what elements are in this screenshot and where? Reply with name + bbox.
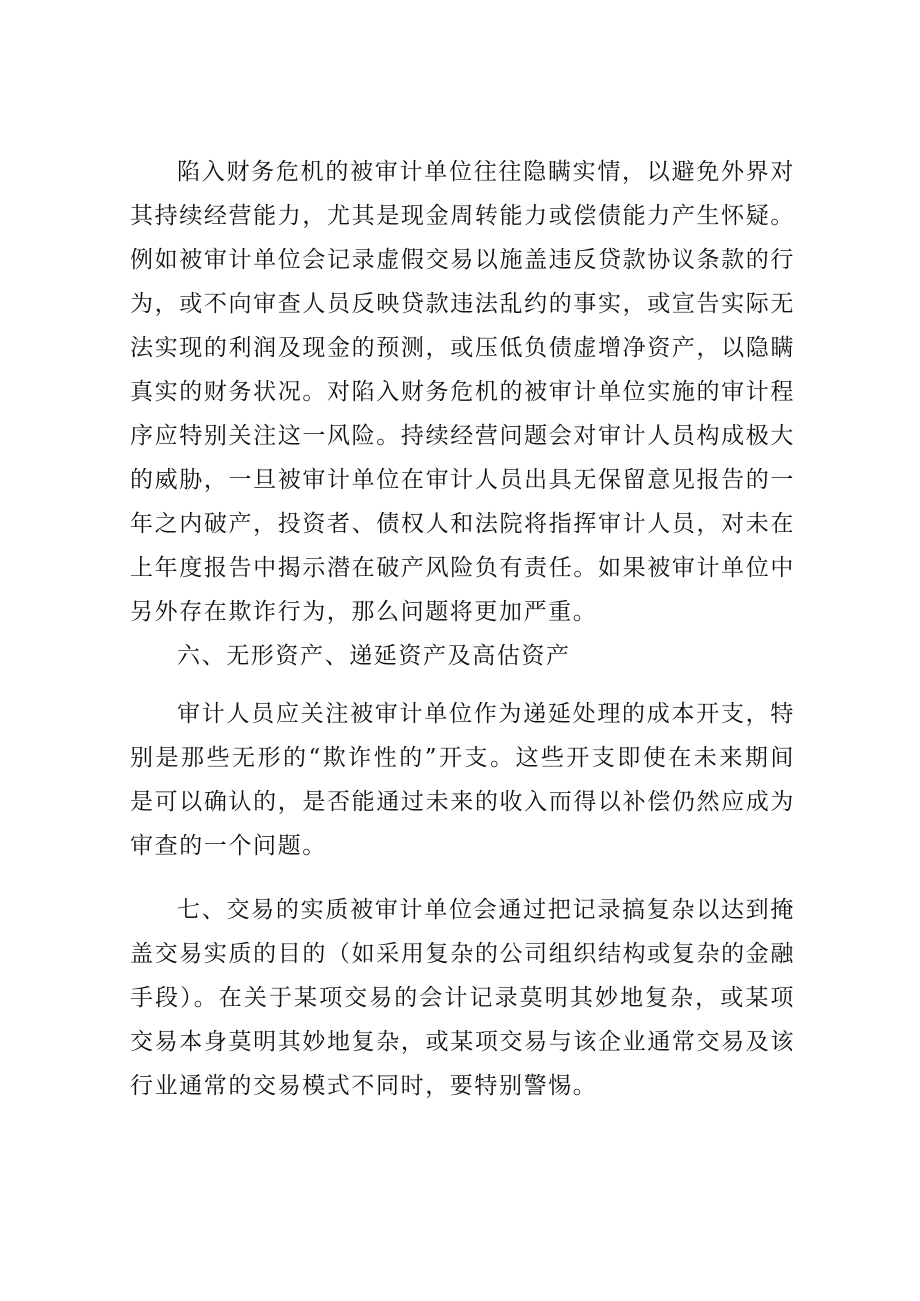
paragraph-transaction-substance: 七、交易的实质被审计单位会通过把记录搞复杂以达到掩盖交易实质的目的（如采用复杂的公司组织结构或复杂的金融手段）。在关于某项交易的会计记录莫明其妙地复杂，或某项交易本身莫明其妙地复杂，或某项交易与该企业通常交易及该行业通常的交易模式不同时，要特别警惕。	[130, 897, 795, 1099]
paragraph-deferred-costs: 审计人员应关注被审计单位作为递延处理的成本开支，特别是那些无形的“欺诈性的”开支。这些开支即使在未来期间是可以确认的，是否能通过未来的收入而得以补偿仍然应成为审查的一个问题。	[130, 701, 795, 859]
section-heading-intangible-assets: 六、无形资产、递延资产及高估资产	[177, 643, 571, 669]
document-body	[130, 150, 795, 1108]
paragraph-going-concern-risk: 陷入财务危机的被审计单位往往隐瞒实情，以避免外界对其持续经营能力，尤其是现金周转能力或偿债能力产生怀疑。例如被审计单位会记录虚假交易以施盖违反贷款协议条款的行为，或不向审查人员反映贷款违法乱约的事实，或宣告实际无法实现的利润及现金的预测，或压低负债虚增净资产，以隐瞒真实的财务状况。对陷入财务危机的被审计单位实施的审计程序应特别关注这一风险。持续经营问题会对审计人员构成极大的威胁，一旦被审计单位在审计人员出具无保留意见报告的一年之内破产，投资者、债权人和法院将指挥审计人员，对未在上年度报告中揭示潜在破产风险负有责任。如果被审计单位中另外存在欺诈行为，那么问题将更加严重。	[130, 159, 795, 625]
